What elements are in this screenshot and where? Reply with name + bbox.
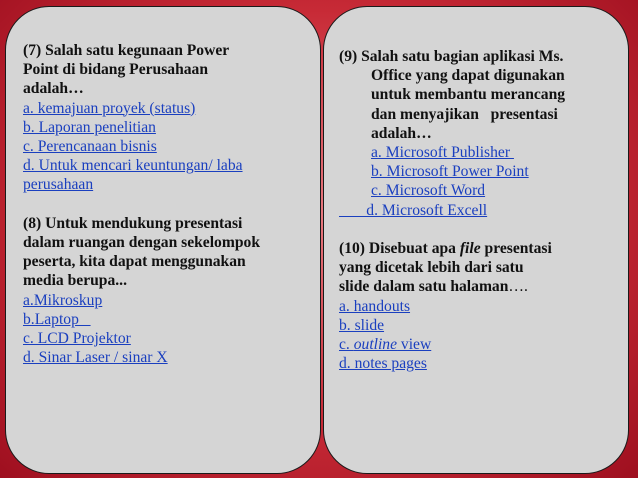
q10-line-1-file: file [459, 240, 481, 258]
q10-line-3 [339, 277, 624, 296]
q8-line-2: dalam ruangan dengan sekelompok [23, 234, 260, 252]
q7-option-b[interactable]: b. Laporan penelitian [23, 118, 156, 136]
q7-line-2: Point di bidang Perusahaan [23, 61, 209, 79]
q7-line-1: (7) Salah satu kegunaan Power [23, 42, 230, 59]
q8-option-c[interactable]: c. LCD Projektor [23, 330, 131, 348]
spacer [339, 220, 624, 239]
q8-line-3: peserta, kita dapat menggunakan [23, 253, 246, 271]
q10-option-c-pre: c. [339, 336, 354, 354]
q8-option-d[interactable]: d. Sinar Laser / sinar X [23, 349, 168, 367]
left-text [23, 41, 315, 367]
q7-option-d-cont[interactable]: perusahaan [23, 176, 94, 194]
q10-line-1 [339, 239, 624, 258]
q9-line-2: Office yang dapat digunakan [371, 67, 565, 85]
q9-option-d[interactable]: d. Microsoft Excell [339, 201, 488, 219]
q9-option-a[interactable]: a. Microsoft Publisher [371, 144, 514, 162]
q10-option-c-post: view [397, 336, 432, 354]
q8-option-b[interactable]: b.Laptop [23, 310, 91, 328]
q9-line-1: (9) Salah satu bagian aplikasi Ms. [339, 48, 564, 65]
right-card [323, 6, 629, 474]
q10-option-b[interactable]: b. slide [339, 316, 385, 334]
right-text [339, 47, 624, 373]
q9-line-5: adalah… [371, 124, 432, 142]
q8-line-4: media berupa... [23, 272, 127, 290]
q9-line-3: untuk membantu merancang [371, 86, 566, 104]
q10-option-a[interactable]: a. handouts [339, 297, 411, 315]
q9-line-4: dan menyajikan presentasi [371, 105, 558, 123]
q10-option-c[interactable] [339, 335, 624, 354]
q10-line-3-tail: …. [508, 278, 528, 296]
q9-option-c[interactable]: c. Microsoft Word [371, 182, 486, 200]
q10-line-1-pre: (10) Disebuat apa [339, 240, 460, 258]
q10-option-d[interactable]: d. notes pages [339, 355, 427, 373]
q7-option-a[interactable]: a. kemajuan proyek (status) [23, 99, 196, 117]
q9-option-b[interactable]: b. Microsoft Power Point [371, 163, 529, 181]
q10-line-1-post: presentasi [480, 240, 552, 258]
spacer [23, 195, 315, 214]
q10-option-c-outline: outline [353, 336, 398, 354]
q10-line-3-bold: slide dalam satu halaman [339, 278, 509, 296]
q8-option-a[interactable]: a.Mikroskup [23, 291, 103, 309]
q10-line-2: yang dicetak lebih dari satu [339, 259, 524, 277]
q8-line-1: (8) Untuk mendukung presentasi [23, 214, 243, 232]
q7-option-d[interactable]: d. Untuk mencari keuntungan/ laba [23, 157, 243, 175]
q7-line-3: adalah… [23, 80, 84, 98]
q7-option-c[interactable]: c. Perencanaan bisnis [23, 138, 157, 156]
left-card [5, 6, 321, 474]
